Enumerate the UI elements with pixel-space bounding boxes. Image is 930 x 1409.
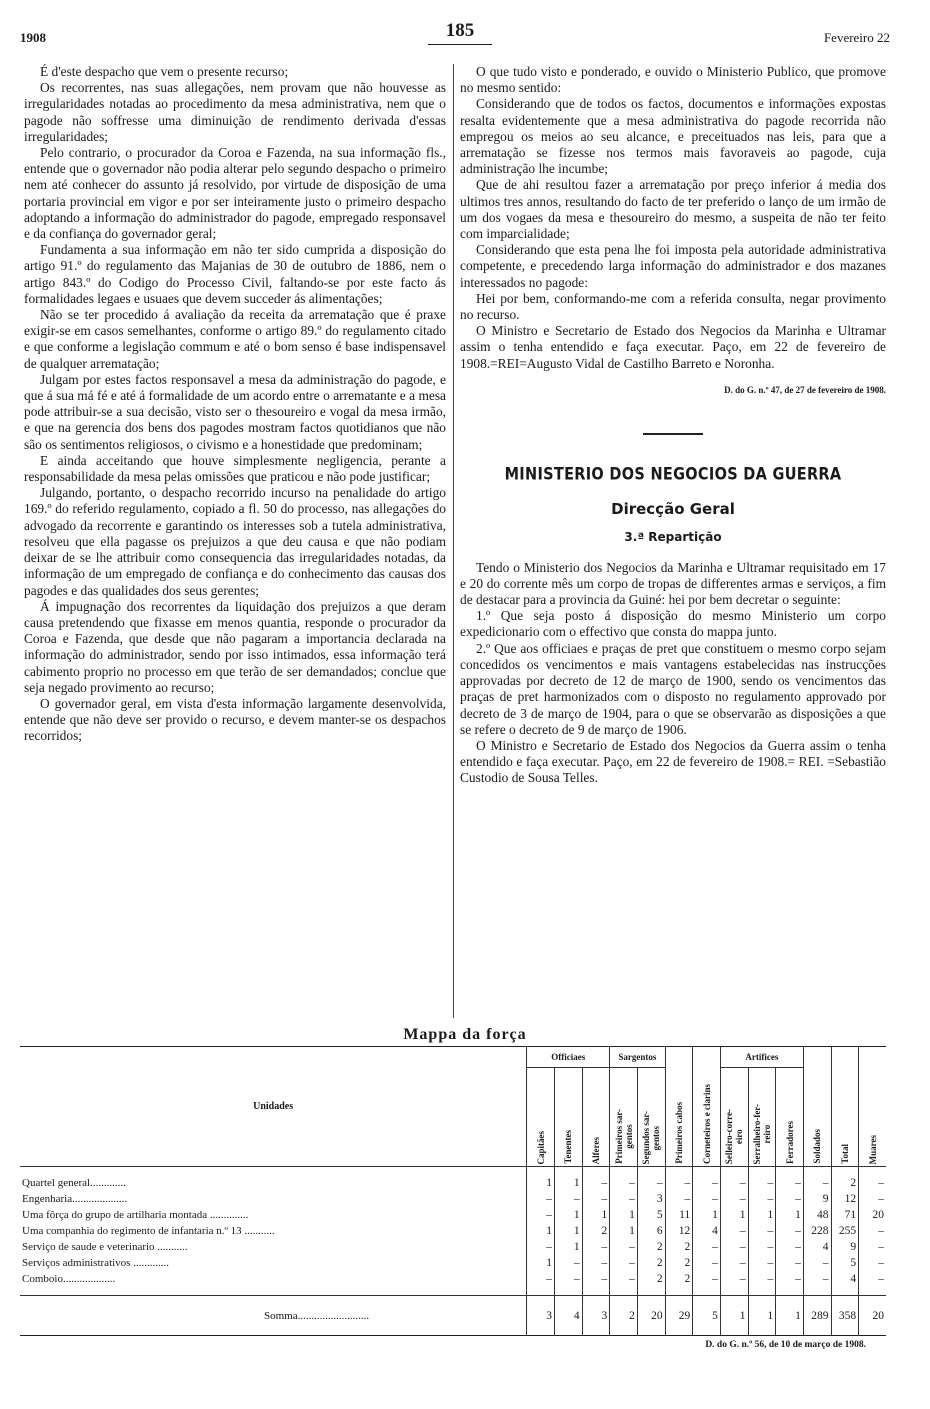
table-cell: – bbox=[610, 1271, 638, 1287]
table-cell: – bbox=[527, 1207, 555, 1223]
table-cell: 1 bbox=[554, 1175, 582, 1191]
paragraph: Tendo o Ministerio dos Negocios da Marinha e Ultramar requisitado em 17 e 20 do corrente mês um corpo de tropas de differentes armas e serviços, a fim de destacar para a provincia da Guiné: hei por bem decretar o seguinte: bbox=[460, 559, 886, 608]
table-cell: – bbox=[554, 1191, 582, 1207]
table-row bbox=[20, 1191, 886, 1207]
table-cell: 255 bbox=[831, 1223, 859, 1239]
table-row bbox=[20, 1223, 886, 1239]
table-cell: 1 bbox=[693, 1207, 721, 1223]
table-cell: – bbox=[693, 1175, 721, 1191]
table-cell: – bbox=[776, 1255, 804, 1271]
direction-heading: Direcção Geral bbox=[611, 500, 735, 519]
table-cell: – bbox=[720, 1191, 748, 1207]
paragraph: O Ministro e Secretario de Estado dos Negocios da Guerra assim o tenha entendido e faça executar. Paço, em 22 de fevereiro de 1908.= REI. =Sebastião Custodio de Sousa Telles. bbox=[460, 737, 886, 786]
table-cell: 4 bbox=[554, 1296, 582, 1336]
table-cell bbox=[637, 1287, 665, 1295]
table-cell: 2 bbox=[831, 1175, 859, 1191]
column-header: Capitães bbox=[527, 1068, 555, 1167]
table-cell: 71 bbox=[831, 1207, 859, 1223]
table-cell: 3 bbox=[527, 1296, 555, 1336]
column-header: Selleiro-corre- eiro bbox=[720, 1068, 748, 1167]
source-citation: D. do G. n.º 56, de 10 de março de 1908. bbox=[705, 1340, 866, 1350]
sum-label: Somma.......................... bbox=[20, 1296, 527, 1336]
table-cell: – bbox=[693, 1255, 721, 1271]
paragraph: Julgam por estes factos responsavel a mesa da administração do pagode, e que á sua má fé e até á formalidade de um acordo entre o arrematante e a mesa pode attribuir-se a sua decisão, visto ser o thesoureiro e vogal da mesa irmão, e que na gerencia dos bens dos pagodes mostram factos quotidianos que não são os sentimentos religiosos, o civismo e a honestidade que predominam; bbox=[24, 371, 446, 452]
table-cell bbox=[665, 1287, 693, 1295]
unit-name bbox=[20, 1287, 527, 1295]
table-cell: – bbox=[859, 1255, 886, 1271]
paragraph: Considerando que esta pena lhe foi imposta pela autoridade administrativa competente, e precedendo larga informação do administrador e dos mazanes interessados no pagode: bbox=[460, 242, 886, 290]
table-cell: 1 bbox=[554, 1239, 582, 1255]
paragraph: Julgando, portanto, o despacho recorrido incurso na penalidade do artigo 169.º do referido regulamento, copiado a fl. 50 do processo, nas allegações do advogado da recorrente e garantindo os interesses sob a tutela administrativa, resolveu que ella pagasse os prejuizos a que deu causa e que não podiam deixar de se lhe attribuir como consequencia das irregularidades notadas, da informação de um empregado de confiança e do conhecimento das causas dos pagodes e das qualidades dos seus gerentes; bbox=[24, 485, 446, 598]
table-cell: – bbox=[527, 1191, 555, 1207]
table-cell: – bbox=[859, 1191, 886, 1207]
paragraph: Os recorrentes, nas suas allegações, nem provam que não houvesse as irregularidades notadas ao procedimento da mesa administrativa, nem que o pagode não soffresse uma diminuição de rendimento derivada d'essas irregularidades; bbox=[24, 80, 446, 144]
table-cell: 2 bbox=[637, 1239, 665, 1255]
table-cell: – bbox=[693, 1271, 721, 1287]
unit-name: Uma companhia do regimento de infantaria n.º 13 ........... bbox=[22, 1224, 275, 1237]
table-spacer-row bbox=[20, 1167, 886, 1175]
table-cell: – bbox=[803, 1271, 831, 1287]
table-cell: 1 bbox=[554, 1207, 582, 1223]
column-header: Ferradores bbox=[776, 1068, 804, 1167]
table-cell: 2 bbox=[582, 1223, 610, 1239]
repartition-heading: 3.ª Repartição bbox=[624, 530, 722, 545]
table-spacer-row bbox=[20, 1287, 886, 1295]
table-cell bbox=[582, 1167, 610, 1175]
table-cell bbox=[720, 1167, 748, 1175]
table-cell: 1 bbox=[527, 1223, 555, 1239]
table-cell: – bbox=[527, 1239, 555, 1255]
table-cell: – bbox=[720, 1239, 748, 1255]
table-cell: – bbox=[554, 1255, 582, 1271]
table-cell: – bbox=[720, 1255, 748, 1271]
table-cell bbox=[582, 1287, 610, 1295]
table-cell: – bbox=[748, 1271, 776, 1287]
table-cell: 5 bbox=[693, 1296, 721, 1336]
page-year: 1908 bbox=[20, 30, 46, 45]
table-cell: – bbox=[693, 1239, 721, 1255]
source-citation: D. do G. n.º 47, de 27 de fevereiro de 1908. bbox=[724, 384, 886, 395]
unit-name: Engenharia.................... bbox=[22, 1192, 128, 1205]
paragraph: Hei por bem, conformando-me com a referida consulta, negar provimento no recurso. bbox=[460, 290, 886, 323]
table-cell: 1 bbox=[776, 1296, 804, 1336]
table-cell: 1 bbox=[554, 1223, 582, 1239]
unit-name bbox=[20, 1167, 527, 1175]
table-cell bbox=[693, 1167, 721, 1175]
page-number-rule bbox=[428, 44, 492, 45]
table-cell: – bbox=[859, 1271, 886, 1287]
table-row bbox=[20, 1271, 886, 1287]
table-cell: 11 bbox=[665, 1207, 693, 1223]
column-header: Primeiros sar- gentos bbox=[610, 1068, 638, 1167]
table-cell: 4 bbox=[693, 1223, 721, 1239]
table-cell bbox=[803, 1287, 831, 1295]
table-cell: 1 bbox=[748, 1207, 776, 1223]
table-cell: 358 bbox=[831, 1296, 859, 1336]
table-cell: 29 bbox=[665, 1296, 693, 1336]
paragraph: Que de ahi resultou fazer a arrematação por preço inferior á media dos ultimos tres annos, resultando do facto de ter preferido o lanço de um irmão de um dos vogaes da mesa e thesoureiro do mesmo, a suspeita de não ter feito com imparcialidade; bbox=[460, 177, 886, 242]
paragraph: Considerando que de todos os factos, documentos e informações expostas resalta evidentemente que a mesa administrativa do pagode recorrida não empregou os meios ao seu alcance, e preceituados nas leis, para que a arrematação se fizesse nos termos mais favoraveis ao pagode, cuja administração lhe incumbe; bbox=[460, 96, 886, 177]
paragraph: 1.º Que seja posto á disposição do mesmo Ministerio um corpo expedicionario com o effectivo que consta do mappa junto. bbox=[460, 608, 886, 640]
page-number: 185 bbox=[445, 20, 475, 41]
table-cell: – bbox=[859, 1223, 886, 1239]
table-cell: – bbox=[610, 1191, 638, 1207]
table-cell bbox=[610, 1287, 638, 1295]
table-cell: 2 bbox=[610, 1296, 638, 1336]
paragraph: O governador geral, em vista d'esta informação largamente desenvolvida, entende que não deve ser provido o recurso, e devem manter-se os despachos recorridos; bbox=[24, 695, 446, 744]
table-cell: – bbox=[776, 1175, 804, 1191]
table-cell: 2 bbox=[637, 1255, 665, 1271]
table-cell: 1 bbox=[610, 1223, 638, 1239]
table-cell: 6 bbox=[637, 1223, 665, 1239]
table-cell: 289 bbox=[803, 1296, 831, 1336]
page-date: Fevereiro 22 bbox=[823, 30, 890, 45]
table-cell: 1 bbox=[776, 1207, 804, 1223]
unit-name: Uma fôrça do grupo de artilharia montada .............. bbox=[22, 1208, 249, 1221]
table-cell: 12 bbox=[665, 1223, 693, 1239]
table-cell: – bbox=[748, 1191, 776, 1207]
table-cell: 2 bbox=[665, 1239, 693, 1255]
paragraph: 2.º Que aos officiaes e praças de pret que constituem o mesmo corpo sejam concedidos os vencimentos e mais vantagens estabelecidas nas instrucções approvadas por decreto de 12 de março de 1900, sendo os vencimentos das praças de pret harmonizados com o disposto no regulamento approvado por decreto de 3 de março de 1904, para o que se observarão as disposições a que se refere o decreto de 9 de março de 1906. bbox=[460, 640, 886, 737]
table-cell: – bbox=[748, 1223, 776, 1239]
table-cell: 2 bbox=[665, 1271, 693, 1287]
table-cell: – bbox=[776, 1271, 804, 1287]
table-cell bbox=[720, 1287, 748, 1295]
table-cell: – bbox=[610, 1175, 638, 1191]
table-cell: 4 bbox=[803, 1239, 831, 1255]
table-cell: – bbox=[582, 1239, 610, 1255]
table-cell: – bbox=[582, 1191, 610, 1207]
table-cell: – bbox=[693, 1191, 721, 1207]
column-header: Soldados bbox=[803, 1047, 831, 1167]
right-column bbox=[460, 64, 886, 787]
table-cell: – bbox=[637, 1175, 665, 1191]
table-cell: – bbox=[776, 1191, 804, 1207]
table-cell: – bbox=[554, 1271, 582, 1287]
table-cell bbox=[776, 1287, 804, 1295]
paragraph: O que tudo visto e ponderado, e ouvido o Ministerio Publico, que promove no mesmo sentido: bbox=[460, 64, 886, 96]
table-cell: – bbox=[610, 1255, 638, 1271]
table-cell bbox=[610, 1167, 638, 1175]
table-cell: – bbox=[859, 1239, 886, 1255]
table-cell: 48 bbox=[803, 1207, 831, 1223]
section-separator bbox=[643, 433, 703, 435]
paragraph: Não se ter procedido á avaliação da receita da arrematação que é praxe exigir-se em casos semelhantes, conforme o artigo 89.º do regulamento citado e que conforme a legislação commum e até o bom senso é base indispensavel de qualquer arrematação; bbox=[24, 307, 446, 371]
column-header: Alferes bbox=[582, 1068, 610, 1167]
unit-name: Serviços administrativos ............. bbox=[22, 1256, 169, 1269]
table-cell: 20 bbox=[859, 1207, 886, 1223]
unit-name: Quartel general............. bbox=[22, 1176, 126, 1189]
table-cell: 1 bbox=[720, 1207, 748, 1223]
table-cell: 4 bbox=[831, 1271, 859, 1287]
table-cell: 9 bbox=[803, 1191, 831, 1207]
table-cell bbox=[554, 1167, 582, 1175]
table-cell bbox=[859, 1167, 886, 1175]
table-cell: 228 bbox=[803, 1223, 831, 1239]
unit-name: Comboio................... bbox=[22, 1273, 116, 1285]
table-cell: – bbox=[720, 1223, 748, 1239]
unit-name: Serviço de saude e veterinario ........... bbox=[22, 1240, 188, 1253]
table-cell: 2 bbox=[637, 1271, 665, 1287]
unit-column-header: Unidades bbox=[20, 1047, 527, 1167]
group-header: Artifices bbox=[720, 1047, 803, 1068]
table-cell: 1 bbox=[582, 1207, 610, 1223]
table-cell bbox=[693, 1287, 721, 1295]
table-row bbox=[20, 1207, 886, 1223]
table-cell: – bbox=[803, 1175, 831, 1191]
table-cell: 1 bbox=[748, 1296, 776, 1336]
table-cell: – bbox=[748, 1239, 776, 1255]
table-cell: – bbox=[748, 1175, 776, 1191]
table-cell: 12 bbox=[831, 1191, 859, 1207]
table-cell bbox=[831, 1287, 859, 1295]
table-cell: – bbox=[527, 1271, 555, 1287]
table-cell bbox=[527, 1167, 555, 1175]
paragraph: O Ministro e Secretario de Estado dos Negocios da Marinha e Ultramar assim o tenha entendido e faça executar. Paço, em 22 de fevereiro de 1908.=REI=Augusto Vidal de Castilho Barreto e Noronha. bbox=[460, 323, 886, 371]
table-cell: – bbox=[582, 1255, 610, 1271]
column-header: Corneteiros e clarins bbox=[693, 1047, 721, 1167]
table-cell bbox=[859, 1287, 886, 1295]
table-cell: – bbox=[582, 1271, 610, 1287]
map-title: Mappa da força bbox=[403, 1026, 527, 1043]
table-row bbox=[20, 1239, 886, 1255]
paragraph: E ainda acceitando que houve simplesmente negligencia, perante a responsabilidade da mesa pelas omissões que praticou e não pode justificar; bbox=[24, 452, 446, 485]
table-cell bbox=[831, 1167, 859, 1175]
column-header: Muares bbox=[859, 1047, 886, 1167]
table-cell: – bbox=[582, 1175, 610, 1191]
table-cell: 9 bbox=[831, 1239, 859, 1255]
force-map-table bbox=[20, 1046, 886, 1336]
table-cell bbox=[748, 1287, 776, 1295]
table-cell bbox=[527, 1287, 555, 1295]
table-cell bbox=[803, 1167, 831, 1175]
table-cell: 20 bbox=[637, 1296, 665, 1336]
column-header: Serralheiro-fer- reiro bbox=[748, 1068, 776, 1167]
table-cell: – bbox=[665, 1175, 693, 1191]
table-cell bbox=[776, 1167, 804, 1175]
table-cell: 1 bbox=[527, 1175, 555, 1191]
column-header: Tenentes bbox=[554, 1068, 582, 1167]
column-header: Segundos sar- gentos bbox=[637, 1068, 665, 1167]
table-cell: – bbox=[776, 1239, 804, 1255]
column-divider bbox=[453, 64, 454, 1018]
table-cell: 20 bbox=[859, 1296, 886, 1336]
table-cell: 1 bbox=[720, 1296, 748, 1336]
table-cell bbox=[554, 1287, 582, 1295]
table-cell: 3 bbox=[582, 1296, 610, 1336]
table-cell: – bbox=[720, 1271, 748, 1287]
paragraph: Fundamenta a sua informação em não ter sido cumprida a disposição do artigo 91.º do regulamento das Majanias de 30 de outubro de 1886, nem o artigo 843.º do Codigo do Processo Civil, faltando-se por este facto ás formalidades legaes e usuaes que devem succeder ás alimentações; bbox=[24, 242, 446, 306]
table-cell: – bbox=[776, 1223, 804, 1239]
table-cell bbox=[665, 1167, 693, 1175]
left-column bbox=[24, 64, 446, 745]
column-header: Primeiros cabos bbox=[665, 1047, 693, 1167]
table-cell bbox=[637, 1167, 665, 1175]
table-row bbox=[20, 1255, 886, 1271]
table-cell: 2 bbox=[665, 1255, 693, 1271]
table-cell: 3 bbox=[637, 1191, 665, 1207]
table-cell: 5 bbox=[831, 1255, 859, 1271]
ministry-heading: MINISTERIO DOS NEGOCIOS DA GUERRA bbox=[504, 465, 842, 485]
table-cell: – bbox=[748, 1255, 776, 1271]
column-header: Total bbox=[831, 1047, 859, 1167]
table-cell: 5 bbox=[637, 1207, 665, 1223]
table-row bbox=[20, 1175, 886, 1191]
paragraph: É d'este despacho que vem o presente recurso; bbox=[40, 64, 289, 79]
table-cell: 1 bbox=[527, 1255, 555, 1271]
table-cell: – bbox=[859, 1175, 886, 1191]
table-cell: – bbox=[803, 1255, 831, 1271]
table-cell: – bbox=[720, 1175, 748, 1191]
group-header: Sargentos bbox=[610, 1047, 665, 1068]
table-sum-row bbox=[20, 1296, 886, 1336]
table-cell bbox=[748, 1167, 776, 1175]
table-cell: 1 bbox=[610, 1207, 638, 1223]
group-header: Officiaes bbox=[527, 1047, 610, 1068]
table-cell: – bbox=[610, 1239, 638, 1255]
table-cell: – bbox=[665, 1191, 693, 1207]
paragraph: Pelo contrario, o procurador da Coroa e Fazenda, na sua informação fls., entende que o governador não podia alterar pelo segundo despacho o primeiro nem até conhecer do assunto já resolvido, por virtude de disposição de uma portaria provincial em vigor e por ser inteiramente justo o primeiro despacho adoptando a informação do administrador do pagode, empregado responsavel e da confiança do governador geral; bbox=[24, 145, 446, 242]
paragraph: Á impugnação dos recorrentes da liquidação dos prejuizos a que deram causa pretendendo que fixasse em menos quantia, responde o procurador da Coroa e Fazenda, que desde que não pagaram a importancia declarada na informação do administrador, sendo por isso intimados, essa informação terá cabimento proprio no processo em que terão de ser demandados; conclue que seja negado provimento ao recurso; bbox=[24, 598, 446, 695]
